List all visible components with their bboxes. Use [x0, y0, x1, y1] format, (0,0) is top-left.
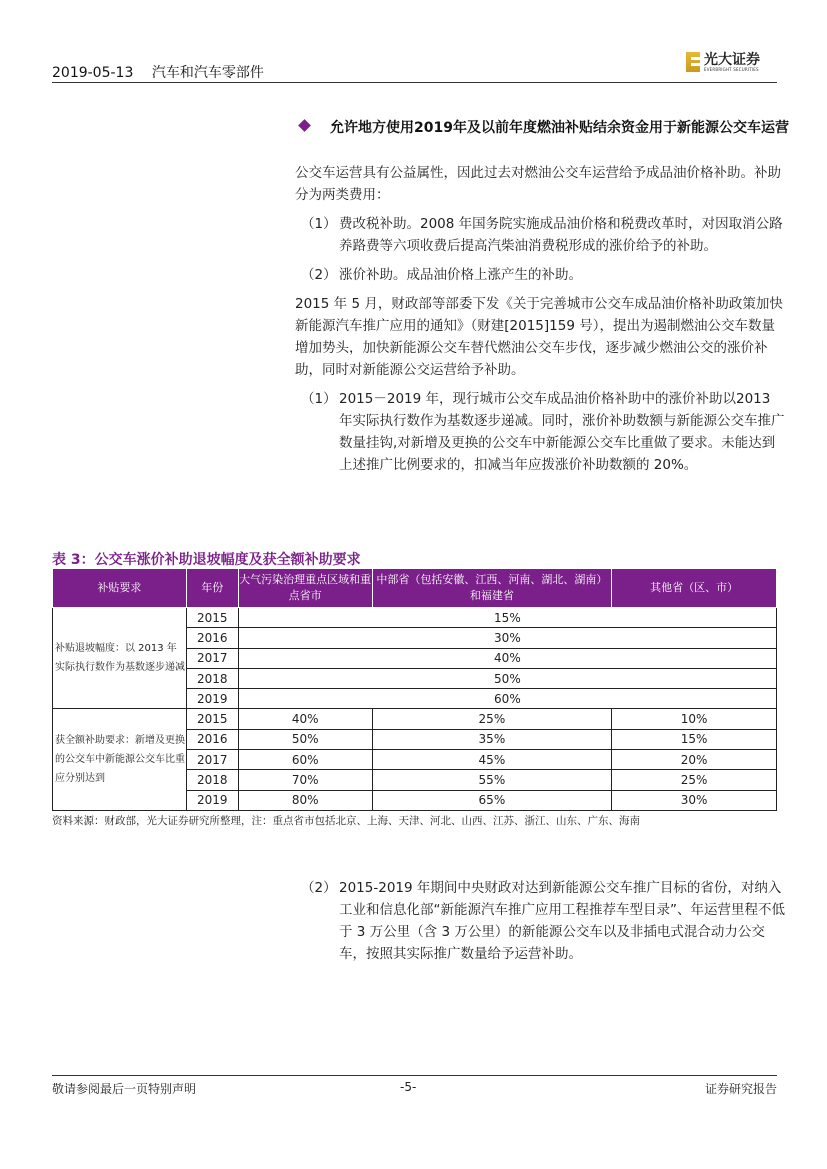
item-number: （1）	[301, 216, 337, 232]
value-cell: 70%	[238, 770, 372, 790]
footer-report-type: 证券研究报告	[704, 1082, 777, 1096]
item-text: 涨价补助。成品油价格上涨产生的补助。	[339, 267, 582, 283]
header-cell: 年份	[186, 569, 238, 608]
value-cell: 20%	[612, 750, 777, 770]
value-cell: 50%	[238, 668, 776, 688]
item-text: 2015－2019 年，现行城市公交车成品油价格补助中的涨价补助以2013 年实际执行数作为基数逐步递减。同时，涨价补助数额与新能源公交车推广数量挂钩,对新增及更换的公交车中新能源公交车比重做了要求。未能达到上述推广比例要求的，扣减当年应拨涨价补助数额的 20%。	[339, 391, 785, 473]
table-row	[53, 709, 777, 729]
item-text: 费改税补助。2008 年国务院实施成品油价格和税费改革时，对因取消公路养路费等六项收费后提高汽柴油消费税形成的涨价给予的补助。	[339, 216, 783, 254]
item-number: （2）	[301, 267, 337, 283]
table-source: 资料来源：财政部，光大证券研究所整理，注：重点省市包括北京、上海、天津、河北、山西、江苏、浙江、山东、广东、海南	[52, 815, 640, 827]
header-cell: 补贴要求	[53, 569, 187, 608]
value-cell: 65%	[372, 790, 612, 810]
value-cell: 55%	[372, 770, 612, 790]
value-cell: 80%	[238, 790, 372, 810]
value-cell: 10%	[612, 709, 777, 729]
year-cell: 2017	[186, 750, 238, 770]
year-cell: 2016	[186, 729, 238, 749]
value-cell: 25%	[372, 709, 612, 729]
table-title: 表 3：公交车涨价补助退坡幅度及获全额补助要求	[52, 552, 361, 568]
body-block-2	[295, 877, 787, 965]
list-item	[295, 877, 787, 965]
body-block-1	[295, 162, 787, 476]
item-text: 2015-2019 年期间中央财政对达到新能源公交车推广目标的省份，对纳入工业和信息化部“新能源汽车推广应用工程推荐车型目录”、年运营里程不低于 3 万公里（含 3 万公里）的新能源公交车以及非插电式混合动力公交车，按照其实际推广数量给予运营补助。	[339, 880, 785, 962]
value-cell: 25%	[612, 770, 777, 790]
paragraph: 2015 年 5 月，财政部等部委下发《关于完善城市公交车成品油价格补助政策加快新能源汽车推广应用的通知》（财建[2015]159 号），提出为遏制燃油公交车数量增加势头，加快新能源公交车替代燃油公交车步伐，逐步减少燃油公交的涨价补助，同时对新能源公交运营给予补助。	[295, 296, 783, 378]
item-number: （2）	[301, 880, 337, 896]
subsidy-table	[52, 568, 777, 811]
year-cell: 2018	[186, 668, 238, 688]
value-cell: 30%	[612, 790, 777, 810]
industry-name: 汽车和汽车零部件	[151, 65, 264, 81]
logo-cn: 光大证券	[704, 51, 760, 68]
requirement-label: 获全额补助要求：新增及更换的公交车中新能源公交车比重应分别达到	[53, 709, 187, 810]
company-logo	[686, 52, 760, 72]
header-cell: 其他省（区、市）	[612, 569, 777, 608]
value-cell: 45%	[372, 750, 612, 770]
diamond-bullet-icon	[298, 119, 311, 132]
table-header-row	[53, 569, 777, 608]
header-cell: 大气污染治理重点区域和重点省市	[238, 569, 372, 608]
year-cell: 2015	[186, 709, 238, 729]
value-cell: 15%	[238, 608, 776, 628]
year-cell: 2018	[186, 770, 238, 790]
value-cell: 30%	[238, 628, 776, 648]
list-item	[295, 213, 787, 257]
page-header	[52, 62, 278, 82]
page-number: -5-	[400, 1080, 417, 1094]
value-cell: 15%	[612, 729, 777, 749]
value-cell: 50%	[238, 729, 372, 749]
logo-mark-icon	[686, 52, 700, 72]
requirement-label: 补贴退坡幅度：以 2013 年实际执行数作为基数逐步递减	[53, 608, 187, 709]
paragraph: 公交车运营具有公益属性，因此过去对燃油公交车运营给予成品油价格补助。补助分为两类费用：	[295, 165, 781, 203]
report-date: 2019-05-13	[52, 65, 134, 81]
value-cell: 35%	[372, 729, 612, 749]
list-item	[295, 264, 787, 286]
year-cell: 2017	[186, 648, 238, 668]
footer-divider	[52, 1075, 777, 1076]
table-row	[53, 608, 777, 628]
year-cell: 2016	[186, 628, 238, 648]
header-divider	[52, 82, 777, 83]
year-cell: 2019	[186, 689, 238, 709]
list-item	[295, 388, 787, 476]
logo-en: EVERBRIGHT SECURITIES	[704, 66, 759, 72]
section-heading	[300, 117, 790, 139]
value-cell: 40%	[238, 709, 372, 729]
item-number: （1）	[301, 391, 337, 407]
footer-disclaimer: 敬请参阅最后一页特别声明	[52, 1082, 197, 1096]
value-cell: 60%	[238, 750, 372, 770]
value-cell: 40%	[238, 648, 776, 668]
section-heading-text: 允许地方使用2019年及以前年度燃油补贴结余资金用于新能源公交车运营	[330, 120, 789, 136]
year-cell: 2019	[186, 790, 238, 810]
year-cell: 2015	[186, 608, 238, 628]
header-cell: 中部省（包括安徽、江西、河南、湖北、湖南）和福建省	[372, 569, 612, 608]
value-cell: 60%	[238, 689, 776, 709]
